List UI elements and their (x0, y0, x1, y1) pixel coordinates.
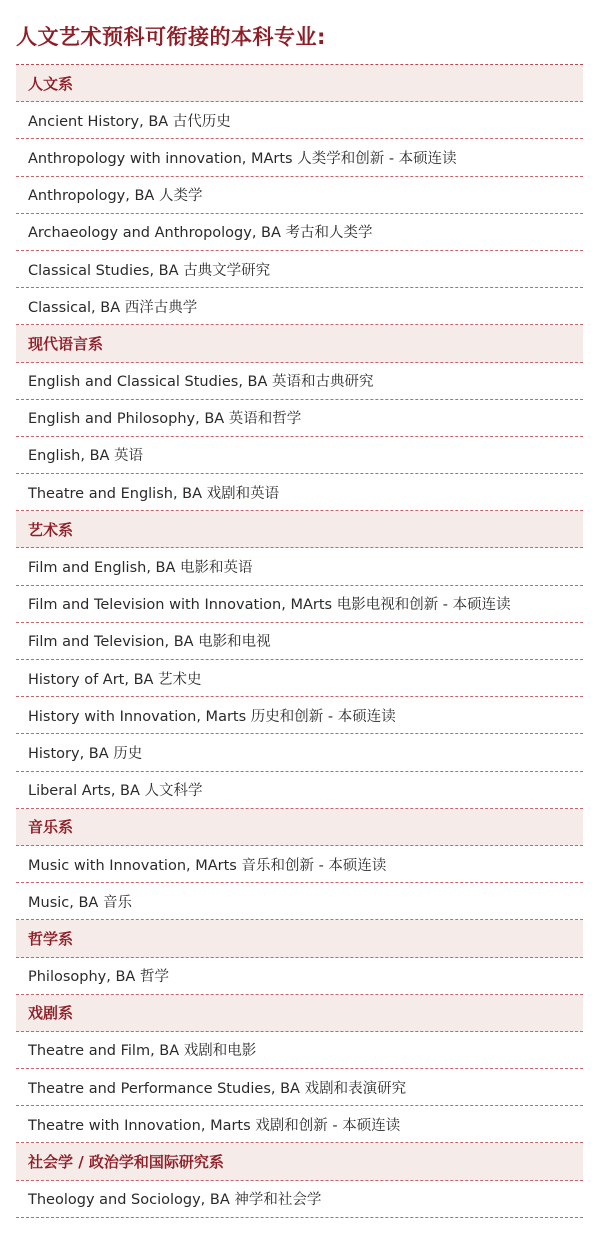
section-header: 现代语言系 (16, 325, 583, 362)
programme-item: Theatre and Film, BA 戏剧和电影 (16, 1032, 583, 1069)
programme-item: History of Art, BA 艺术史 (16, 660, 583, 697)
programme-item: Classical, BA 西洋古典学 (16, 288, 583, 325)
section-header: 社会学 / 政治学和国际研究系 (16, 1143, 583, 1180)
programme-item: History, BA 历史 (16, 734, 583, 771)
section-header: 音乐系 (16, 809, 583, 846)
programme-item: Music with Innovation, MArts 音乐和创新 - 本硕连读 (16, 846, 583, 883)
programme-item: Theatre and Performance Studies, BA 戏剧和表演研究 (16, 1069, 583, 1106)
programme-item: Anthropology with innovation, MArts 人类学和创新 - 本硕连读 (16, 139, 583, 176)
programme-item: English and Philosophy, BA 英语和哲学 (16, 400, 583, 437)
programme-item: Theology and Sociology, BA 神学和社会学 (16, 1181, 583, 1218)
programme-item: Theatre and English, BA 戏剧和英语 (16, 474, 583, 511)
programme-item: History with Innovation, Marts 历史和创新 - 本硕连读 (16, 697, 583, 734)
programme-item: English and Classical Studies, BA 英语和古典研究 (16, 363, 583, 400)
programme-item: Liberal Arts, BA 人文科学 (16, 772, 583, 809)
section-header: 戏剧系 (16, 995, 583, 1032)
programme-item: Ancient History, BA 古代历史 (16, 102, 583, 139)
programme-table (16, 64, 583, 1218)
programme-item: Classical Studies, BA 古典文学研究 (16, 251, 583, 288)
page-title: 人文艺术预科可衔接的本科专业: (16, 25, 326, 49)
programme-item: Music, BA 音乐 (16, 883, 583, 920)
programme-item: English, BA 英语 (16, 437, 583, 474)
programme-item: Film and English, BA 电影和英语 (16, 548, 583, 585)
programme-item: Archaeology and Anthropology, BA 考古和人类学 (16, 214, 583, 251)
programme-item: Film and Television with Innovation, MArts 电影电视和创新 - 本硕连读 (16, 586, 583, 623)
section-header: 艺术系 (16, 511, 583, 548)
programme-item: Film and Television, BA 电影和电视 (16, 623, 583, 660)
programme-item: Philosophy, BA 哲学 (16, 958, 583, 995)
section-header: 哲学系 (16, 920, 583, 957)
section-header: 人文系 (16, 65, 583, 102)
programme-item: Anthropology, BA 人类学 (16, 177, 583, 214)
programme-item: Theatre with Innovation, Marts 戏剧和创新 - 本硕连读 (16, 1106, 583, 1143)
